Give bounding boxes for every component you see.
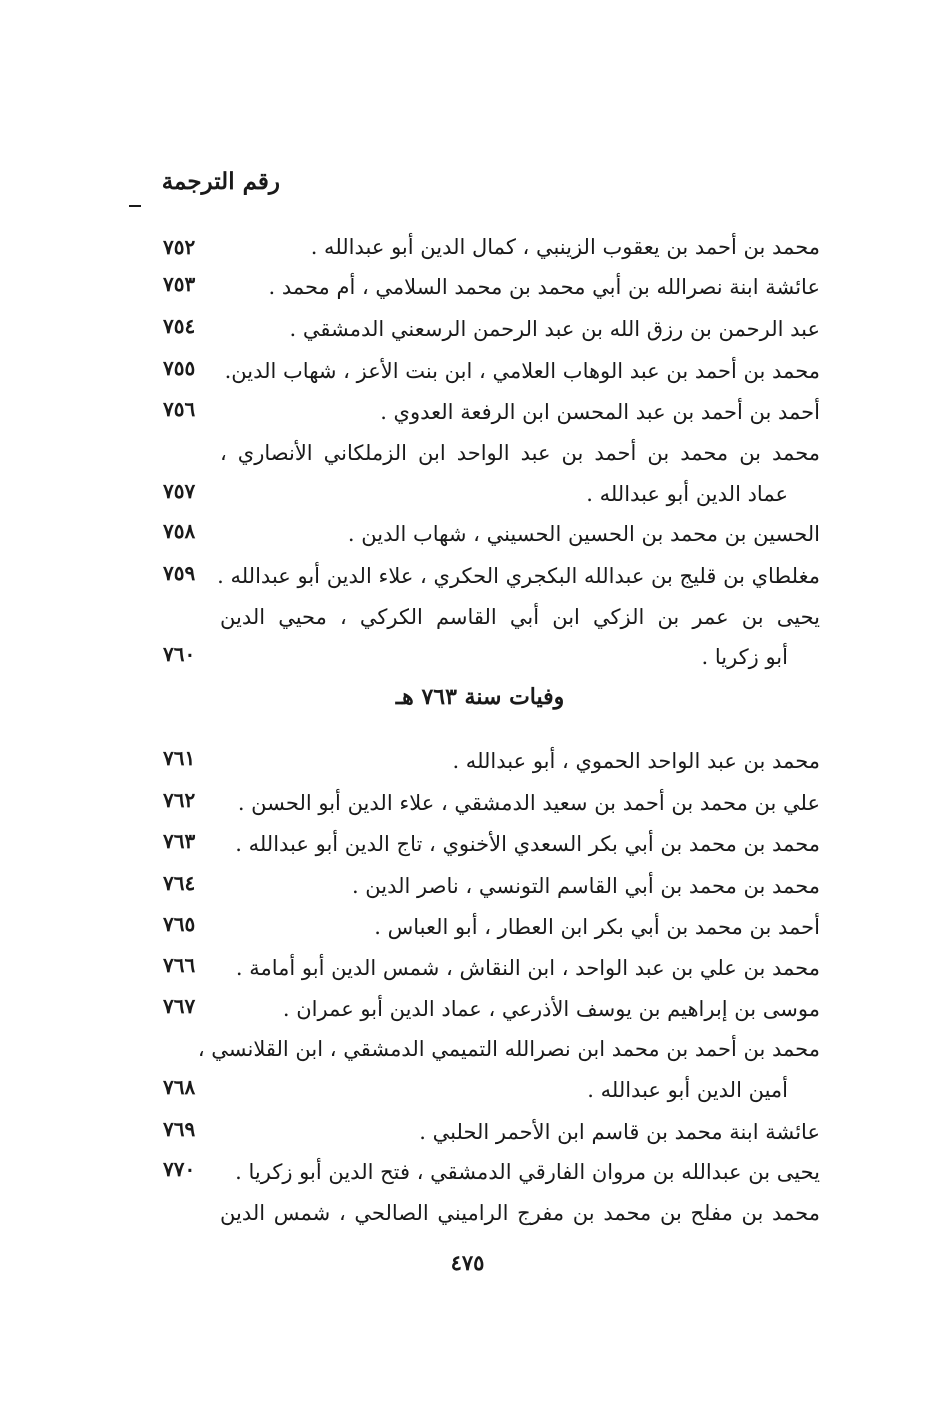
entry-number: ٧٥٥ [163, 356, 196, 380]
entry-number: ٧٦٢ [163, 788, 196, 812]
entry-text: يحيى بن عبدالله بن مروان الفارقي الدمشقي ، فتح الدين أبو زكريا . [235, 1160, 820, 1184]
entry-text: محمد بن أحمد بن عبد الوهاب العلامي ، ابن بنت الأعز ، شهاب الدين. [224, 359, 820, 383]
entry-number: ٧٦٠ [163, 642, 196, 666]
entry-text: محمد بن محمد بن أبي بكر السعدي الأخنوي ، تاج الدين أبو عبدالله . [235, 832, 820, 856]
entry-text: أحمد بن محمد بن أبي بكر ابن العطار ، أبو العباس . [374, 915, 820, 939]
entry-number: ٧٧٠ [163, 1157, 196, 1181]
column-header-translation-number: رقم الترجمة [161, 168, 280, 195]
entry-text: عبد الرحمن بن رزق الله بن عبد الرحمن الرسعني الدمشقي . [289, 317, 820, 341]
entry-text: علي بن محمد بن أحمد بن سعيد الدمشقي ، علاء الدين أبو الحسن . [237, 791, 820, 815]
entry-text-line2: أبو زكريا . [701, 645, 788, 669]
entry-number: ٧٥٩ [163, 561, 196, 585]
entry-text-line1: يحيى بن عمر بن الزكي ابن أبي القاسم الكركي ، محيي الدين [220, 605, 820, 629]
entry-text: الحسين بن محمد بن الحسين الحسيني ، شهاب الدين . [347, 522, 820, 546]
entry-text: موسى بن إبراهيم بن يوسف الأذرعي ، عماد الدين أبو عمران . [282, 997, 820, 1021]
entry-number: ٧٥٨ [163, 519, 196, 543]
entry-number: ٧٦٨ [163, 1075, 196, 1099]
entry-text-line2: أمين الدين أبو عبدالله . [587, 1078, 788, 1102]
entry-number: ٧٥٧ [163, 479, 196, 503]
entry-number: ٧٥٤ [163, 314, 196, 338]
entry-number: ٧٥٢ [163, 235, 196, 259]
entry-text: أحمد بن أحمد بن عبد المحسن ابن الرفعة العدوي . [380, 400, 820, 424]
entry-text: محمد بن عبد الواحد الحموي ، أبو عبدالله . [452, 749, 820, 773]
entry-number: ٧٦٣ [163, 829, 196, 853]
entry-number: ٧٦٥ [163, 912, 196, 936]
entry-text-line1: محمد بن أحمد بن محمد ابن نصرالله التميمي الدمشقي ، ابن القلانسي ، [197, 1037, 820, 1061]
entry-number: ٧٥٣ [163, 272, 196, 296]
entry-text: محمد بن علي بن عبد الواحد ، ابن النقاش ، شمس الدين أبو أمامة . [235, 956, 820, 980]
entry-number: ٧٥٦ [163, 397, 196, 421]
entry-number: ٧٦٧ [163, 994, 196, 1018]
page-number: ٤٧٥ [450, 1250, 485, 1275]
entry-text: عائشة ابنة محمد بن قاسم ابن الأحمر الحلبي . [419, 1120, 820, 1144]
entry-text-line1: محمد بن محمد بن أحمد بن عبد الواحد ابن الزملكاني الأنصاري ، [220, 441, 820, 465]
entry-number: ٧٦٦ [163, 953, 196, 977]
header-rule [129, 205, 141, 207]
entry-text-line2: عماد الدين أبو عبدالله . [586, 482, 788, 506]
entry-number: ٧٦٤ [163, 871, 196, 895]
entry-text: مغلطاي بن قليج بن عبدالله البكجري الحكري ، علاء الدين أبو عبدالله . [217, 564, 820, 588]
entry-text: محمد بن مفلح بن محمد بن مفرج الراميني الصالحي ، شمس الدين [220, 1201, 820, 1225]
entry-text: محمد بن أحمد بن يعقوب الزينبي ، كمال الدين أبو عبدالله . [310, 235, 820, 259]
entry-number: ٧٦٩ [163, 1117, 196, 1141]
entry-text: محمد بن محمد بن أبي القاسم التونسي ، ناصر الدين . [351, 874, 820, 898]
entry-text: عائشة ابنة نصرالله بن أبي محمد بن محمد السلامي ، أم محمد . [268, 275, 820, 299]
section-heading: وفيات سنة ٧٦٣ هـ [395, 684, 565, 710]
entry-number: ٧٦١ [163, 746, 196, 770]
